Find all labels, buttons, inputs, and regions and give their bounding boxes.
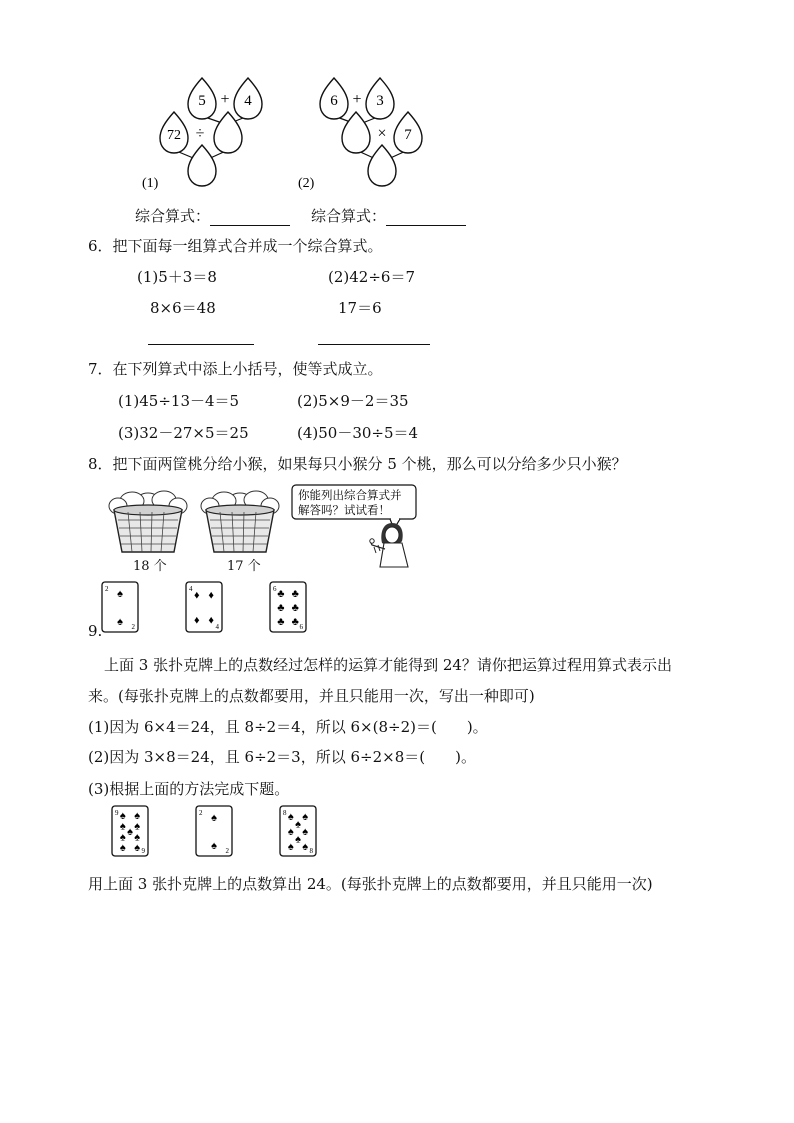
- tree-2: [298, 78, 422, 191]
- card-rank: 2: [105, 585, 109, 593]
- card-pip: ♠: [134, 810, 141, 822]
- q7-item: (3)32－27×5＝25: [118, 424, 249, 442]
- q6-g1-line1: (1)5＋3＝8: [137, 268, 217, 286]
- card-rank: 6: [273, 585, 277, 593]
- answer-label: 综合算式：: [135, 207, 211, 225]
- leaf-number: 4: [244, 93, 252, 109]
- card-pip: ♠: [119, 831, 126, 844]
- q5-leaf-trees: [142, 72, 450, 192]
- card-pip: ♦: [208, 614, 215, 627]
- card-pip: ♠: [134, 842, 141, 854]
- q7-title: 7．在下列算式中添上小括号，使等式成立。: [88, 360, 383, 378]
- card-rank: 2: [199, 809, 203, 817]
- q6-g1-line2: 8×6＝48: [150, 299, 216, 317]
- q6-title: 6．把下面每一组算式合并成一个综合算式。: [88, 237, 383, 255]
- q6-answer-blank-1[interactable]: [148, 343, 254, 345]
- card-pip: ♠: [134, 820, 141, 833]
- leaf-number: 5: [198, 93, 206, 109]
- leaf: [188, 145, 216, 186]
- card-rank: 8: [283, 809, 287, 817]
- basket-1: [109, 491, 187, 552]
- card-rank: 4: [215, 623, 219, 631]
- basket-2-label: 17 个: [227, 559, 261, 574]
- answer-blank[interactable]: [386, 224, 466, 226]
- q5-answer-1: [135, 205, 290, 226]
- q6-answer-blank-2[interactable]: [318, 343, 430, 345]
- card-pip: ♠: [295, 818, 301, 831]
- card-pip: ♠: [134, 831, 141, 844]
- playing-card: [102, 582, 138, 632]
- card-pip: ♦: [193, 614, 200, 627]
- playing-card: [270, 582, 306, 632]
- card-pip: ♦: [208, 589, 215, 602]
- card-rank: 2: [225, 847, 229, 855]
- card-pip: ♠: [119, 842, 126, 854]
- q7-item: (1)45÷13－4＝5: [118, 392, 240, 410]
- card-pip: ♠: [302, 841, 309, 853]
- q8-girl-illustration: [290, 483, 420, 573]
- tree-label: (2): [298, 176, 315, 191]
- q9-number: 9.: [88, 622, 103, 640]
- card-pip: ♠: [287, 811, 294, 823]
- card-pip: ♠: [211, 840, 217, 852]
- basket-1-label: 18 个: [133, 559, 167, 574]
- card-pip: ♣: [291, 602, 299, 614]
- q9-cards-row-2: [110, 804, 330, 860]
- q9-step-1: (1)因为 6×4＝24，且 8÷2＝4，所以 6×(8÷2)＝( )。: [88, 718, 488, 736]
- card-pip: ♠: [302, 811, 309, 823]
- card-rank: 6: [299, 623, 303, 631]
- card-rank: 9: [141, 847, 145, 855]
- playing-card: [196, 806, 232, 856]
- bubble-text: 你能列出综合算式并: [298, 490, 402, 502]
- operator: ÷: [195, 125, 205, 142]
- q7-item: (4)50－30÷5＝4: [297, 424, 419, 442]
- q6-g2-line1: (2)42÷6＝7: [328, 268, 415, 286]
- card-pip: ♣: [291, 616, 299, 628]
- leaf-number: 3: [376, 93, 384, 109]
- q6-g2-line2: 17＝6: [338, 299, 382, 317]
- playing-card: [112, 806, 148, 856]
- leaf: [368, 145, 396, 186]
- leaf-number: 72: [167, 128, 181, 143]
- answer-label: 综合算式：: [311, 207, 387, 225]
- card-pip: ♣: [277, 602, 285, 614]
- card-pip: ♠: [287, 826, 294, 838]
- q9-intro-line2: 来。(每张扑克牌上的点数都要用，并且只能用一次，写出一种即可): [88, 687, 535, 705]
- tree-label: (1): [142, 176, 159, 191]
- leaf: [342, 112, 370, 153]
- basket-2: [201, 491, 279, 552]
- card-pip: ♣: [277, 588, 285, 600]
- girl-icon: [370, 523, 408, 567]
- bubble-text: 解答吗？试试看！: [298, 505, 390, 517]
- operator: +: [220, 91, 230, 108]
- operator: ×: [377, 125, 387, 142]
- card-pip: ♠: [211, 812, 217, 824]
- card-pip: ♣: [277, 616, 285, 628]
- operator: +: [352, 91, 362, 108]
- card-pip: ♠: [302, 826, 309, 838]
- tree-1: [142, 78, 262, 191]
- card-pip: ♠: [287, 841, 294, 853]
- card-rank: 4: [189, 585, 193, 593]
- leaf: [214, 112, 242, 153]
- q9-final: 用上面 3 张扑克牌上的点数算出 24。(每张扑克牌上的点数都要用，并且只能用一次): [88, 875, 653, 893]
- playing-card: [280, 806, 316, 856]
- card-pip: ♠: [295, 833, 301, 846]
- leaf-number: 7: [404, 127, 412, 143]
- q9-step-3: (3)根据上面的方法完成下题。: [88, 780, 290, 798]
- card-rank: 2: [131, 623, 135, 631]
- answer-blank[interactable]: [210, 224, 290, 226]
- q9-cards-row-1: [100, 580, 320, 636]
- card-pip: ♦: [193, 589, 200, 602]
- q9-intro-line1: 上面 3 张扑克牌上的点数经过怎样的运算才能得到 24？请你把运算过程用算式表示出: [104, 656, 672, 674]
- q8-title: 8．把下面两筐桃分给小猴，如果每只小猴分 5 个桃，那么可以分给多少只小猴？: [88, 455, 627, 473]
- card-rank: 9: [115, 809, 119, 817]
- q7-item: (2)5×9－2＝35: [297, 392, 409, 410]
- card-pip: ♠: [119, 820, 126, 833]
- q5-answer-2: [311, 205, 466, 226]
- card-pip: ♠: [117, 616, 123, 628]
- card-pip: ♣: [291, 588, 299, 600]
- leaf-number: 6: [330, 93, 338, 109]
- q9-step-2: (2)因为 3×8＝24，且 6÷2＝3，所以 6÷2×8＝( )。: [88, 748, 476, 766]
- card-pip: ♠: [119, 810, 126, 822]
- playing-card: [186, 582, 222, 632]
- card-pip: ♠: [117, 588, 123, 600]
- card-rank: 8: [309, 847, 313, 855]
- card-pip: ♠: [127, 826, 133, 838]
